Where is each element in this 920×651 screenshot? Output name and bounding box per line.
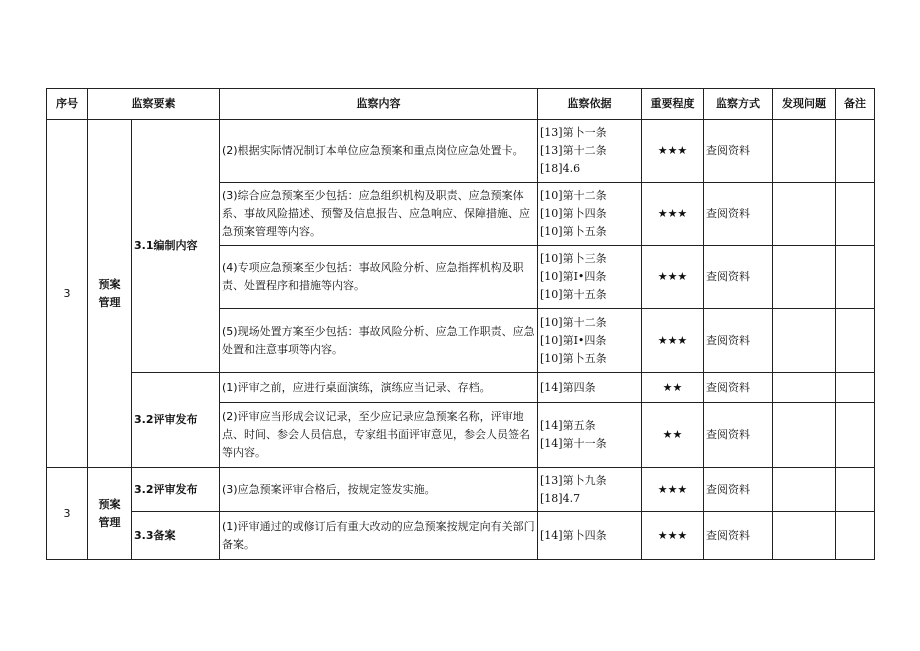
header-element: 监察要素 (88, 89, 220, 120)
content-cell: (1)评审通过的或修订后有重大改动的应急预案按规定向有关部门备案。 (220, 512, 538, 560)
basis-line: [10]第卜四条 (540, 207, 607, 220)
header-importance: 重要程度 (642, 89, 704, 120)
header-content: 监察内容 (220, 89, 538, 120)
issues-cell[interactable] (773, 512, 836, 560)
basis-line: [14]第四条 (540, 380, 596, 394)
basis-line: [10]第十二条 (540, 189, 607, 202)
element-cell (88, 468, 132, 560)
remarks-cell[interactable] (836, 183, 875, 246)
issues-cell[interactable] (773, 246, 836, 309)
method-cell: 查阅资料 (704, 403, 773, 468)
importance-stars: ★★ (642, 403, 704, 468)
basis-line: [14]第十一条 (540, 437, 607, 450)
content-cell: (4)专项应急预案至少包括：事故风险分析、应急指挥机构及职责、处置程序和措施等内容。 (220, 246, 538, 309)
supervision-table (46, 88, 875, 560)
issues-cell[interactable] (773, 403, 836, 468)
method-cell: 查阅资料 (704, 468, 773, 512)
basis-cell (538, 120, 642, 183)
header-issues: 发现问题 (773, 89, 836, 120)
basis-line: [14]第五条 (540, 419, 596, 432)
header-row (47, 89, 875, 120)
table-row (47, 373, 875, 403)
basis-cell (538, 512, 642, 560)
element-label: 预案管理 (98, 497, 121, 529)
importance-stars: ★★★ (642, 468, 704, 512)
basis-cell (538, 246, 642, 309)
element-label: 预案管理 (98, 277, 121, 309)
basis-line: [10]第I•四条 (540, 270, 607, 283)
issues-cell[interactable] (773, 120, 836, 183)
basis-line: [10]第十五条 (540, 288, 607, 301)
basis-line: [10]第卜五条 (540, 351, 607, 365)
content-cell: (2)评审应当形成会议记录，至少应记录应急预案名称，评审地点、时间、参会人员信息，专家组书面评审意见，参会人员签名等内容。 (220, 403, 538, 468)
remarks-cell[interactable] (836, 309, 875, 373)
basis-line: [14]第卜四条 (540, 528, 607, 542)
basis-cell (538, 373, 642, 403)
remarks-cell[interactable] (836, 120, 875, 183)
importance-stars: ★★★ (642, 512, 704, 560)
method-cell: 查阅资料 (704, 309, 773, 373)
basis-line: [10]第I•四条 (540, 333, 607, 347)
basis-cell (538, 183, 642, 246)
header-basis: 监察依据 (538, 89, 642, 120)
content-cell: (5)现场处置方案至少包括：事故风险分析、应急工作职责、应急处置和注意事项等内容。 (220, 309, 538, 373)
content-cell: (3)应急预案评审合格后，按规定签发实施。 (220, 468, 538, 512)
remarks-cell[interactable] (836, 512, 875, 560)
importance-stars: ★★★ (642, 183, 704, 246)
header-method: 监察方式 (704, 89, 773, 120)
sub-element-cell: 3.2评审发布 (132, 373, 220, 468)
basis-line: [13]第卜一条 (540, 126, 607, 139)
element-cell (88, 120, 132, 468)
issues-cell[interactable] (773, 373, 836, 403)
method-cell: 查阅资料 (704, 183, 773, 246)
issues-cell[interactable] (773, 183, 836, 246)
issues-cell[interactable] (773, 309, 836, 373)
table-row (47, 468, 875, 512)
importance-stars: ★★★ (642, 309, 704, 373)
remarks-cell[interactable] (836, 246, 875, 309)
method-cell: 查阅资料 (704, 512, 773, 560)
table-row (47, 120, 875, 183)
sub-element-cell: 3.1编制内容 (132, 120, 220, 373)
sub-element-cell: 3.2评审发布 (132, 468, 220, 512)
method-cell: 查阅资料 (704, 120, 773, 183)
remarks-cell[interactable] (836, 373, 875, 403)
basis-cell (538, 403, 642, 468)
importance-stars: ★★★ (642, 246, 704, 309)
basis-cell (538, 309, 642, 373)
table-row (47, 512, 875, 560)
importance-stars: ★★ (642, 373, 704, 403)
importance-stars: ★★★ (642, 120, 704, 183)
remarks-cell[interactable] (836, 468, 875, 512)
basis-cell (538, 468, 642, 512)
header-seq: 序号 (47, 89, 88, 120)
remarks-cell[interactable] (836, 403, 875, 468)
basis-line: [13]第十二条 (540, 144, 607, 157)
sub-element-cell: 3.3备案 (132, 512, 220, 560)
content-cell: (1)评审之前，应进行桌面演练，演练应当记录、存档。 (220, 373, 538, 403)
content-cell: (2)根据实际情况制订本单位应急预案和重点岗位应急处置卡。 (220, 120, 538, 183)
content-cell: (3)综合应急预案至少包括：应急组织机构及职责、应急预案体系、事故风险描述、预警及信息报告、应急响应、保障措施、应急预案管理等内容。 (220, 183, 538, 246)
seq-cell: 3 (47, 120, 88, 468)
seq-cell: 3 (47, 468, 88, 560)
method-cell: 查阅资料 (704, 246, 773, 309)
basis-line: [10]第卜五条 (540, 225, 607, 238)
basis-line: [13]第卜九条 (540, 473, 607, 487)
basis-line: [10]第卜三条 (540, 252, 607, 265)
basis-line: [18]4.6 (540, 162, 581, 175)
basis-line: [10]第十二条 (540, 315, 607, 329)
method-cell: 查阅资料 (704, 373, 773, 403)
header-remarks: 备注 (836, 89, 875, 120)
issues-cell[interactable] (773, 468, 836, 512)
basis-line: [18]4.7 (540, 491, 581, 505)
